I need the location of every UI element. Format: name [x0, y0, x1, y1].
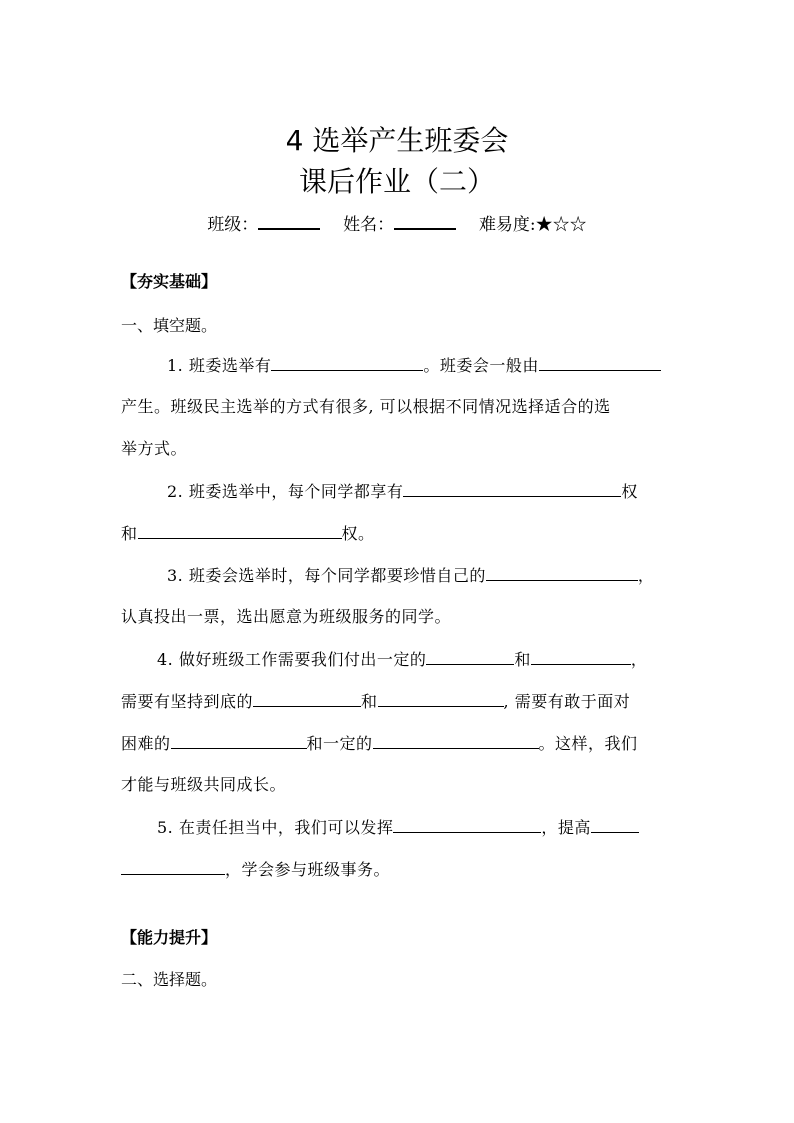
q4-text-f: , 需要有敢于面对 — [503, 692, 631, 711]
q4-text-i: 。这样，我们 — [538, 734, 638, 753]
q5-text-b: ，提高 — [541, 818, 591, 837]
q1-line2: 产生。班级民主选举的方式有很多, 可以根据不同情况选择适合的选 — [121, 397, 611, 416]
q2-line2 — [121, 519, 375, 548]
q2-text-b: 权 — [621, 482, 638, 501]
class-label: 班级： — [207, 215, 259, 235]
q1-text-a: 1. 班委选举有 — [167, 356, 272, 375]
q5-text-c: ，学会参与班级事务。 — [225, 860, 391, 879]
q4-blank-2[interactable] — [531, 645, 631, 665]
q3-line2: 认真投出一票，选出愿意为班级服务的同学。 — [121, 607, 452, 626]
section-heading-ability: 【能力提升】 — [121, 928, 218, 947]
q5-blank-2a[interactable] — [591, 813, 639, 833]
q4-line1 — [157, 645, 647, 674]
q4-text-g: 困难的 — [121, 734, 171, 753]
q1-blank-2[interactable] — [539, 351, 661, 371]
q2-line1 — [167, 477, 638, 506]
q4-blank-3[interactable] — [253, 687, 361, 707]
q1-line3: 举方式。 — [121, 439, 188, 458]
q2-blank-2[interactable] — [138, 519, 342, 539]
q4-text-h: 和一定的 — [306, 734, 373, 753]
q3-line1 — [167, 561, 654, 590]
q4-line3 — [121, 729, 638, 758]
q2-text-c: 和 — [121, 524, 138, 543]
multiple-choice-title: 二、选择题。 — [121, 970, 218, 989]
q5-blank-1[interactable] — [393, 813, 541, 833]
fill-in-blank-title: 一、填空题。 — [121, 316, 218, 335]
q4-text-a: 4. 做好班级工作需要我们付出一定的 — [157, 650, 427, 669]
q1-line1 — [167, 351, 661, 380]
name-label: 姓名： — [343, 215, 395, 235]
q3-blank-1[interactable] — [486, 561, 638, 581]
homework-subtitle: 课后作业（二） — [298, 165, 495, 198]
q4-blank-4[interactable] — [378, 687, 504, 707]
q4-blank-6[interactable] — [373, 729, 539, 749]
student-info-row — [0, 211, 794, 239]
q4-blank-5[interactable] — [171, 729, 307, 749]
q4-text-b: 和 — [514, 650, 531, 669]
q4-text-c: ， — [630, 650, 648, 669]
q2-text-d: 权。 — [341, 524, 375, 543]
q3-text-b: ， — [637, 566, 655, 585]
q4-line4: 才能与班级共同成长。 — [121, 775, 287, 794]
name-blank[interactable] — [394, 212, 456, 230]
q4-blank-1[interactable] — [426, 645, 514, 665]
q5-text-a: 5. 在责任担当中，我们可以发挥 — [157, 818, 394, 837]
q5-line1 — [157, 813, 639, 842]
difficulty-stars: ★☆☆ — [535, 215, 587, 235]
q3-text-a: 3. 班委会选举时，每个同学都要珍惜自己的 — [167, 566, 486, 585]
lesson-title: 4 选举产生班委会 — [285, 124, 509, 157]
q5-line2 — [121, 855, 390, 884]
section-heading-basics: 【夯实基础】 — [121, 272, 218, 291]
class-blank[interactable] — [258, 212, 320, 230]
q5-blank-2b[interactable] — [121, 855, 225, 875]
q2-text-a: 2. 班委选举中，每个同学都享有 — [167, 482, 404, 501]
q1-text-b: 。班委会一般由 — [423, 356, 539, 375]
difficulty-label: 难易度: — [478, 215, 536, 235]
q4-text-e: 和 — [361, 692, 378, 711]
q4-line2 — [121, 687, 630, 716]
q1-blank-1[interactable] — [271, 351, 423, 371]
q4-text-d: 需要有坚持到底的 — [121, 692, 254, 711]
q2-blank-1[interactable] — [403, 477, 621, 497]
